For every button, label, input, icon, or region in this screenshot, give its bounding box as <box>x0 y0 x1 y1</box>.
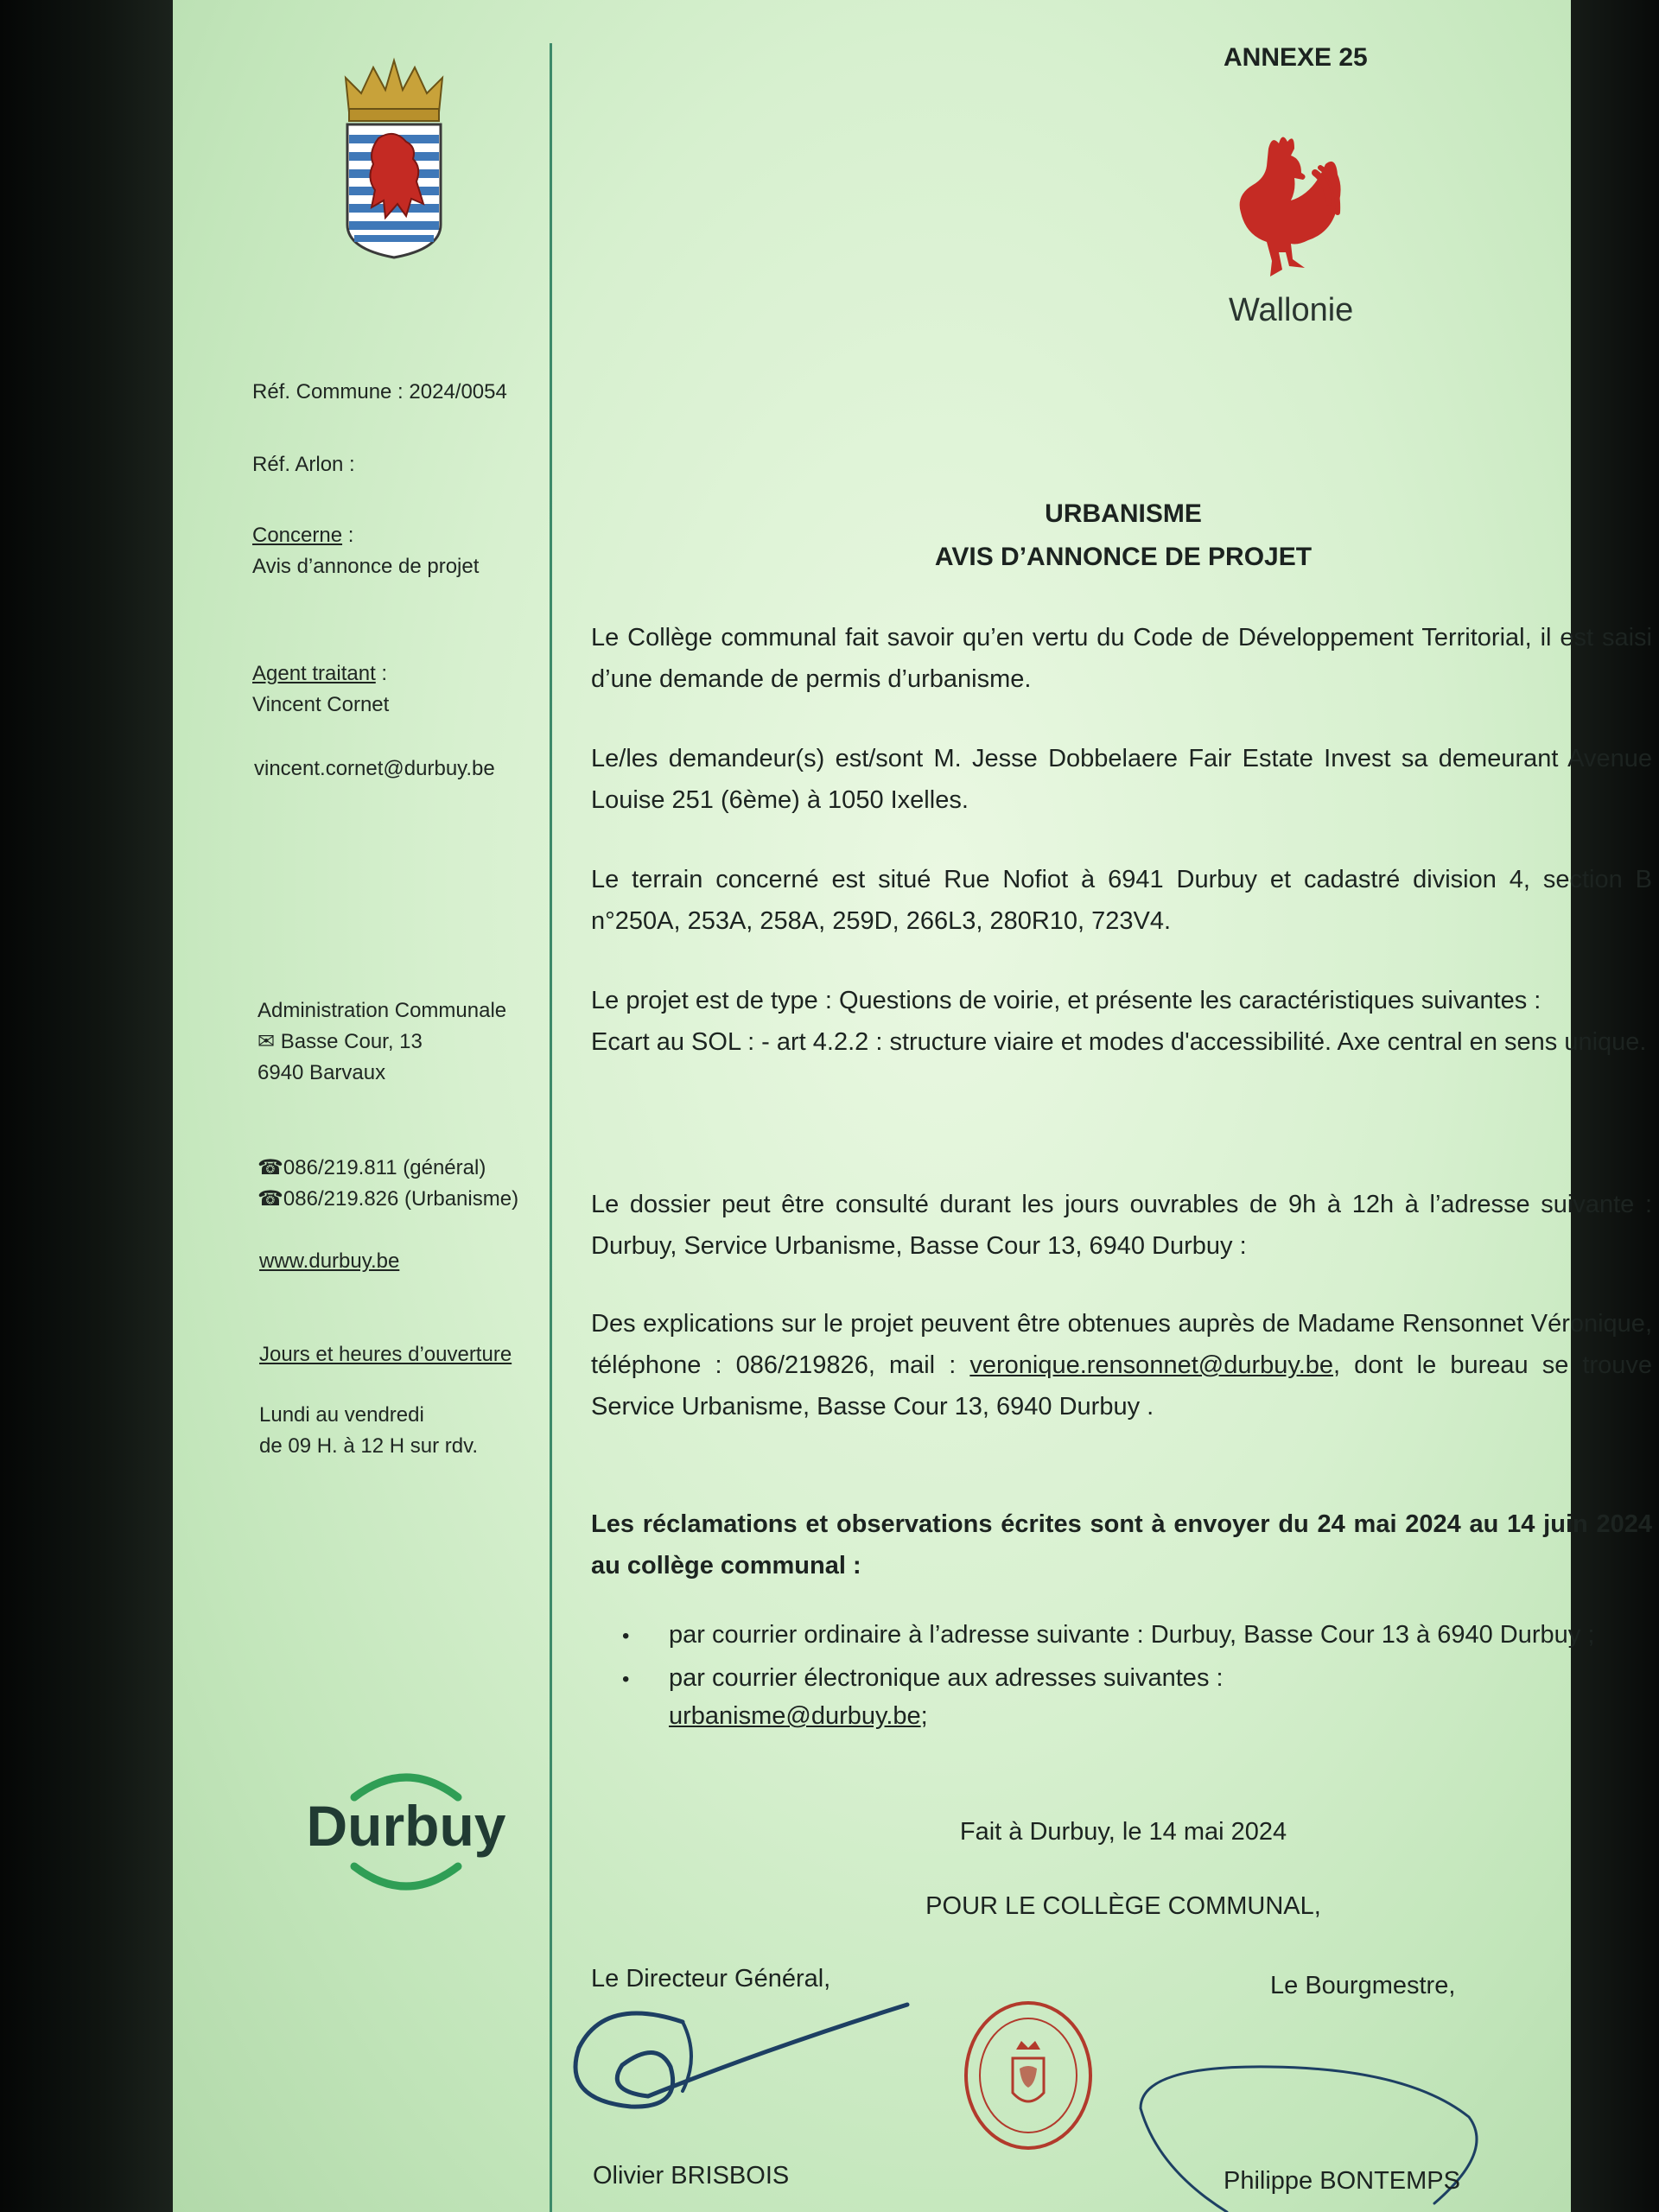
rooster-icon <box>1218 130 1348 294</box>
durbuy-logo-icon <box>294 1763 518 1901</box>
paragraph-complaints: Les réclamations et observations écrites sont à envoyer du 24 mai 2024 au 14 juin 2024 au collège communal : <box>591 1510 1652 1580</box>
list-item <box>622 1616 1652 1656</box>
phone-urbanisme: 086/219.826 (Urbanisme) <box>283 1187 519 1211</box>
for-college: POUR LE COLLÈGE COMMUNAL, <box>925 1892 1321 1920</box>
admin-block <box>257 995 506 1089</box>
agent-email[interactable]: vincent.cornet@durbuy.be <box>254 757 495 780</box>
monitor-bezel-right <box>1571 0 1659 2212</box>
phone-icon: ☎ <box>257 1187 283 1211</box>
bullet-email-text: par courrier électronique aux adresses suivantes : <box>669 1664 1224 1692</box>
paragraph-land: Le terrain concerné est situé Rue Nofiot à 6941 Durbuy et cadastré division 4, section B n°250A, 253A, 258A, 259D, 266L3, 280R10, 723V4. <box>591 866 1652 935</box>
paragraph-applicant: Le/les demandeur(s) est/sont M. Jesse Dobbelaere Fair Estate Invest sa demeurant Avenue Louise 251 (6ème) à 1050 Ixelles. <box>591 745 1652 814</box>
bullet-post: par courrier ordinaire à l’adresse suivante : Durbuy, Basse Cour 13 à 6940 Durbuy ; <box>669 1621 1595 1649</box>
paragraph-project <box>591 980 1652 1063</box>
region-name: Wallonie <box>1229 292 1354 328</box>
bullet-icon: • <box>622 1668 630 1691</box>
director-name: Olivier BRISBOIS <box>593 2162 790 2190</box>
notice-sheet <box>173 0 1653 2212</box>
annexe-label: ANNEXE 25 <box>1224 43 1368 72</box>
bullet-email-end: ; <box>920 1702 928 1730</box>
hours-block <box>259 1400 478 1462</box>
mayor-name: Philippe BONTEMPS <box>1224 2167 1460 2195</box>
hours-label: Jours et heures d’ouverture <box>259 1343 512 1366</box>
paragraph-intro: Le Collège communal fait savoir qu’en vertu du Code de Développement Territorial, il est saisi d’une demande de permis d’urbanisme. <box>591 624 1652 693</box>
place-date: Fait à Durbuy, le 14 mai 2024 <box>959 1818 1287 1846</box>
ref-arlon: Réf. Arlon : <box>252 453 355 476</box>
paragraph-contact <box>591 1303 1652 1427</box>
admin-city: 6940 Barvaux <box>257 1061 386 1084</box>
project-type: Le projet est de type : Questions de voirie, et présente les caractéristiques suivantes : <box>591 987 1541 1014</box>
urbanisme-email-link[interactable]: urbanisme@durbuy.be <box>669 1702 921 1730</box>
list-item <box>622 1659 1652 1735</box>
phone-icon: ☎ <box>257 1156 283 1179</box>
notice-title: URBANISME <box>1045 499 1202 528</box>
contact-email-link[interactable]: veronique.rensonnet@durbuy.be <box>969 1351 1334 1379</box>
website-link[interactable]: www.durbuy.be <box>259 1249 400 1273</box>
concerne-colon: : <box>342 524 354 547</box>
agent-label: Agent traitant <box>252 662 376 685</box>
project-deviation: Ecart au SOL : - art 4.2.2 : structure viaire et modes d'accessibilité. Axe central en sens unique. <box>591 1028 1647 1056</box>
column-divider <box>550 43 552 2212</box>
director-title: Le Directeur Général, <box>591 1965 831 1993</box>
admin-name: Administration Communale <box>257 999 507 1022</box>
ref-commune: Réf. Commune : 2024/0054 <box>252 380 507 404</box>
paragraph-consultation: Le dossier peut être consulté durant les jours ouvrables de 9h à 12h à l’adresse suivante : Durbuy, Service Urbanisme, Basse Cour 13, 6940 Durbuy : <box>591 1191 1652 1260</box>
seal-stamp-icon <box>959 1998 1097 2153</box>
admin-street: Basse Cour, 13 <box>280 1030 423 1053</box>
crest-icon <box>334 52 454 259</box>
concerne-block <box>252 520 479 582</box>
agent-colon: : <box>375 662 388 685</box>
phone-general: 086/219.811 (général) <box>283 1156 486 1179</box>
bullet-email <box>669 1659 1652 1735</box>
mayor-title: Le Bourgmestre, <box>1270 1972 1456 1999</box>
hours-time: de 09 H. à 12 H sur rdv. <box>259 1434 479 1458</box>
agent-block <box>252 658 389 721</box>
envelope-icon: ✉ <box>257 1030 276 1053</box>
director-signature <box>553 1987 916 2126</box>
notice-subtitle: AVIS D’ANNONCE DE PROJET <box>934 543 1313 571</box>
agent-name: Vincent Cornet <box>252 693 390 716</box>
concerne-label: Concerne <box>252 524 343 547</box>
contact-text-end: , dont le bureau se trouve Service Urbanisme, Basse Cour 13, 6940 Durbuy . <box>591 1351 1653 1421</box>
concerne-value: Avis d’annonce de projet <box>252 555 480 578</box>
phone-block <box>257 1153 518 1215</box>
submission-list <box>622 1616 1652 1738</box>
bullet-icon: • <box>622 1624 630 1648</box>
contact-text: Des explications sur le projet peuvent être obtenues auprès de Madame Rensonnet Véronique, téléphone : 086/219826, mail : <box>591 1310 1652 1379</box>
hours-days: Lundi au vendredi <box>259 1403 424 1427</box>
monitor-bezel-left <box>0 0 173 2212</box>
logo-text: Durbuy <box>306 1794 506 1858</box>
